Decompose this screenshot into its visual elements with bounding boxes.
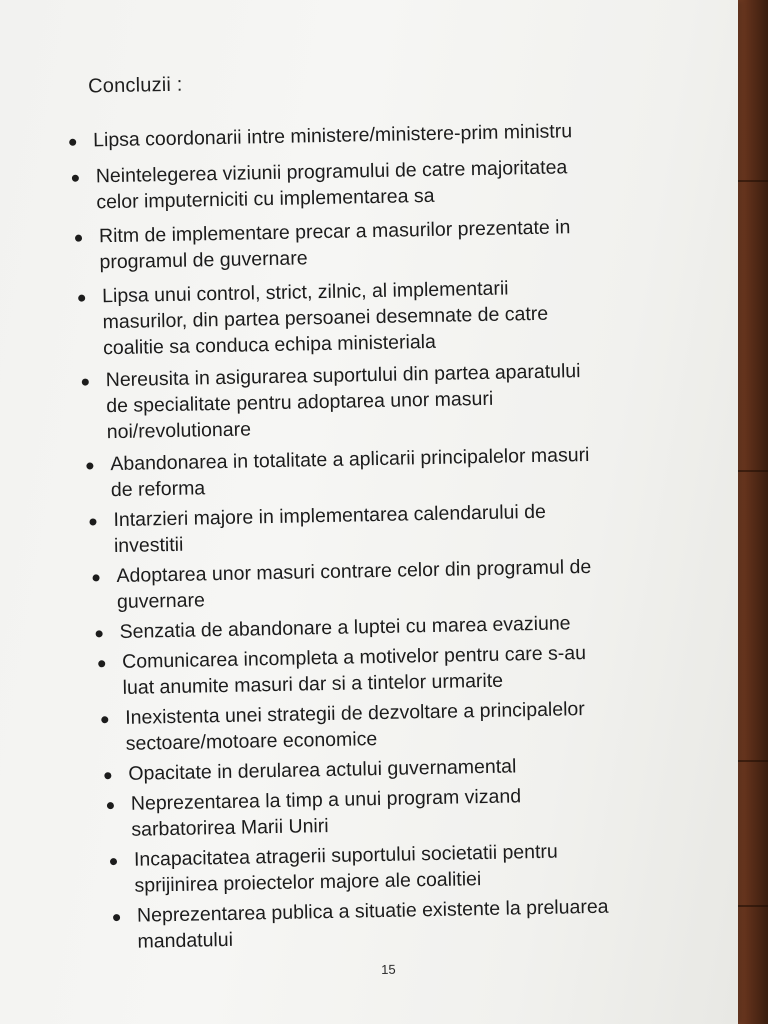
bullet-icon [104, 772, 111, 779]
list-item: Neprezentarea la timp a unui program vizand sarbatorirea Marii Uniri [131, 779, 732, 843]
bullet-icon [69, 139, 76, 146]
bullet-icon [82, 379, 89, 386]
list-item: Neprezentarea publica a situatie existente la preluarea mandatului [137, 891, 738, 955]
bullet-icon [92, 574, 99, 581]
list-item: Senzatia de abandonare a luptei cu marea evaziune [119, 607, 719, 645]
list-item: Abandonarea in totalitate a aplicarii principalelor masuri de reforma [110, 440, 711, 504]
list-item: Comunicarea incompleta a motivelor pentru care s-au luat anumite masuri dar si a tintelor urmarite [122, 637, 723, 701]
bullet-icon [96, 630, 103, 637]
bullet-icon [89, 518, 96, 525]
section-heading: Concluzii : [87, 73, 183, 98]
bullet-icon [107, 802, 114, 809]
bullet-icon [78, 295, 85, 302]
list-item: Inexistenta unei strategii de dezvoltare a principalelor sectoare/motoare economice [125, 693, 726, 757]
list-item: Intarzieri majore in implementarea calendarului de investitii [113, 496, 714, 560]
page-number: 15 [380, 961, 396, 977]
list-item: Nereusita in asigurarea suportului din partea aparatului de specialitate pentru adoptarea unor masuri noi/revolutionare [106, 356, 707, 446]
bullet-icon [101, 716, 108, 723]
list-item: Incapacitatea atragerii suportului societatii pentru sprijinirea proiectelor majore ale coalitiei [134, 835, 735, 899]
bullet-icon [86, 462, 93, 469]
list-item: Opacitate in derularea actului guvernamental [128, 749, 728, 787]
list-item: Neintelegerea viziunii programului de catre majoritatea celor imputerniciti cu implementarea sa [96, 152, 697, 216]
bullet-icon [75, 235, 82, 242]
list-item: Lipsa coordonarii intre ministere/ministere-prim ministru [93, 116, 693, 154]
list-item: Adoptarea unor masuri contrare celor din programul de guvernare [116, 551, 717, 615]
bullet-icon [72, 175, 79, 182]
list-item: Lipsa unui control, strict, zilnic, al implementarii masurilor, din partea persoanei desemnate de catre coalitie sa conduca echipa ministeriala [102, 272, 703, 362]
bullet-icon [98, 660, 105, 667]
bullet-icon [110, 858, 117, 865]
list-item: Ritm de implementare precar a masurilor prezentate in programul de guvernare [99, 212, 700, 276]
bullet-icon [113, 914, 120, 921]
